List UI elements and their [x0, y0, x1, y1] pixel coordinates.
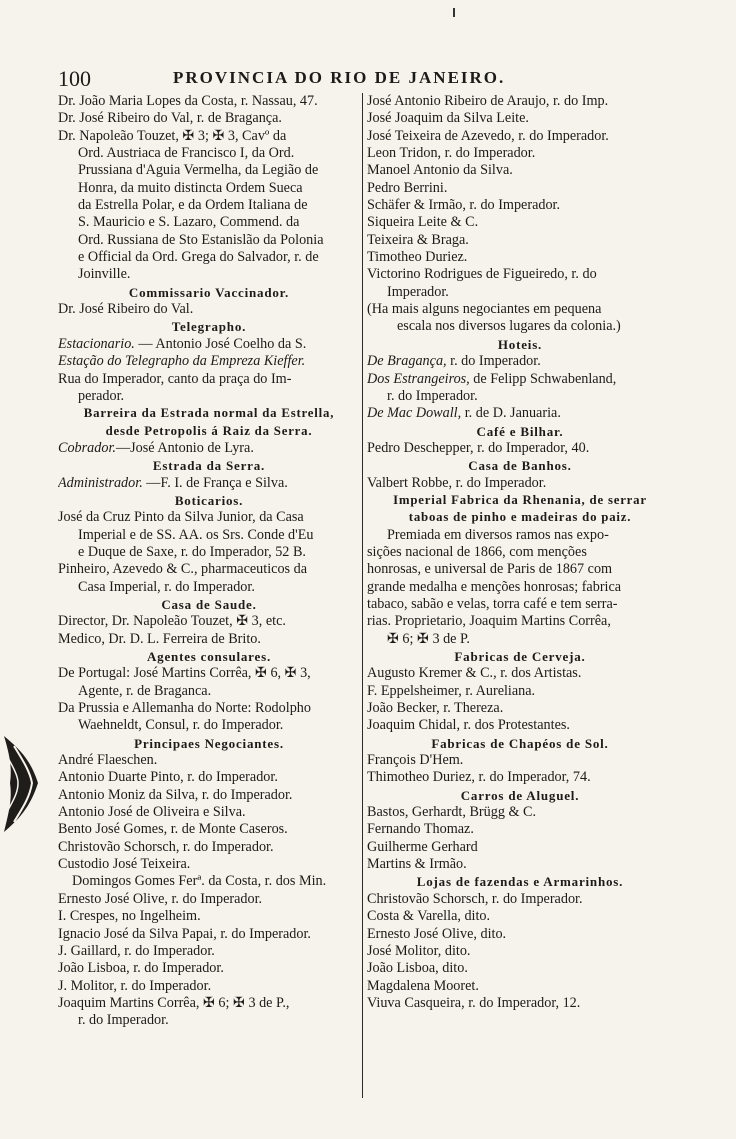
right-entry-line: João Becker, r. Thereza. [367, 700, 504, 717]
right-entry-line: honrosas, e universal de Paris de 1867 com [367, 561, 613, 578]
right-entry-line: José Antonio Ribeiro de Araujo, r. do Imp. [367, 93, 609, 109]
left-entry-line: r. do Imperador. [78, 1012, 169, 1029]
running-header [58, 66, 678, 92]
right-section-heading: Carros de Aluguel. [460, 787, 580, 803]
margin-ink-mark [0, 728, 44, 838]
left-entry-line [58, 336, 360, 353]
right-section-heading: Café e Bilhar. [476, 423, 564, 439]
left-entry-line: J. Molitor, r. do Imperador. [58, 977, 212, 994]
left-entry-line: Joinville. [78, 266, 131, 283]
right-entry-line: Pedro Berrini. [367, 179, 448, 196]
left-section-heading: Boticarios. [174, 492, 244, 508]
left-entry-line [58, 440, 360, 457]
right-section-heading: Lojas de fazendas e Armarinhos. [416, 874, 624, 890]
right-entry-line: Joaquim Chidal, r. dos Protestantes. [367, 717, 570, 734]
left-entry-line: Ord. Russiana de Sto Estanislão da Polonia [78, 231, 324, 248]
left-entry-line: Medico, Dr. D. L. Ferreira de Brito. [58, 630, 261, 647]
right-section-heading: Fabricas de Chapéos de Sol. [431, 735, 609, 751]
right-entry-line: Augusto Kremer & C., r. dos Artistas. [367, 665, 582, 682]
left-entry-line: José da Cruz Pinto da Silva Junior, da Casa [58, 509, 304, 526]
right-entry-line: Leon Tridon, r. do Imperador. [367, 145, 536, 162]
left-entry-line: Ignacio José da Silva Papai, r. do Imperador. [58, 925, 311, 942]
left-entry-line: Domingos Gomes Ferª. da Costa, r. dos Min. [72, 873, 327, 890]
left-section-heading: Estrada da Serra. [152, 458, 266, 474]
right-column [367, 93, 673, 1012]
right-entry-line [367, 405, 673, 422]
left-entry-line: Dr. José Ribeiro do Val, r. de Bragança. [58, 110, 282, 127]
right-entry-line: tabaco, sabão e velas, torra café e tem serra- [367, 595, 618, 612]
right-entry-line: r. do Imperador. [387, 387, 478, 404]
left-section-heading: Telegrapho. [171, 319, 247, 335]
left-entry-line: J. Gaillard, r. do Imperador. [58, 942, 215, 959]
left-entry-line: Dr. José Ribeiro do Val. [58, 301, 194, 318]
right-entry-line: Bastos, Gerhardt, Brügg & C. [367, 804, 537, 821]
left-entry-line [58, 353, 360, 370]
right-entry-line: Magdalena Mooret. [367, 977, 479, 994]
left-entry-line: Dr. João Maria Lopes da Costa, r. Nassau, 47. [58, 93, 318, 109]
right-entry-line: Timotheo Duriez. [367, 249, 468, 266]
left-entry-line: Pinheiro, Azevedo & C., pharmaceuticos da [58, 561, 308, 578]
entry-text: —José Antonio de Lyra. [115, 439, 254, 456]
left-entry-line: I. Crespes, no Ingelheim. [58, 908, 201, 925]
left-entry-line: Prussiana d'Aguia Vermelha, da Legião de [78, 162, 319, 179]
right-entry-line: José Molitor, dito. [367, 942, 471, 959]
right-entry-line: rias. Proprietario, Joaquim Martins Corrêa, [367, 613, 611, 630]
left-entry-line: Imperial e de SS. AA. os Srs. Conde d'Eu [78, 526, 314, 543]
left-entry-line: João Lisboa, r. do Imperador. [58, 960, 224, 977]
right-entry-line: João Lisboa, dito. [367, 960, 468, 977]
right-entry-line: escala nos diversos lugares da colonia.) [397, 318, 621, 335]
entry-text: r. do Imperador. [446, 353, 541, 370]
right-entry-line: Pedro Deschepper, r. do Imperador, 40. [367, 439, 590, 456]
left-column [58, 93, 360, 1030]
left-entry-line [58, 475, 360, 492]
left-entry-line: Antonio Moniz da Silva, r. do Imperador. [58, 786, 293, 803]
right-entry-line: José Teixeira de Azevedo, r. do Imperador. [367, 127, 609, 144]
left-section-heading: Principaes Negociantes. [134, 735, 284, 751]
right-entry-line [367, 371, 673, 388]
right-section-heading: Imperial Fabrica da Rhenania, de serrar [393, 492, 647, 507]
right-entry-line: Siqueira Leite & C. [367, 214, 479, 231]
left-entry-line: Casa Imperial, r. do Imperador. [78, 578, 255, 595]
left-section-heading: desde Petropolis á Raiz da Serra. [105, 423, 313, 438]
entry-role-label: Estação do Telegrapho da Empreza Kieffer. [58, 353, 306, 370]
right-entry-line: Ernesto José Olive, dito. [367, 925, 507, 942]
right-section-heading: Hoteis. [497, 336, 543, 352]
right-section-heading: Casa de Banhos. [468, 458, 572, 474]
right-entry-line: Teixeira & Braga. [367, 231, 469, 248]
left-section-heading: Barreira da Estrada normal da Estrella, [83, 406, 335, 421]
left-section-heading: Commissario Vaccinador. [128, 284, 290, 300]
right-entry-line: grande medalha e menções honrosas; fabrica [367, 578, 622, 595]
entry-role-label: Dos Estrangeiros, [367, 370, 470, 387]
page-number: 100 [58, 66, 91, 91]
right-entry-line: Valbert Robbe, r. do Imperador. [367, 474, 547, 491]
right-entry-line: Martins & Irmão. [367, 856, 467, 873]
entry-text: — Antonio José Coelho da S. [134, 335, 307, 352]
left-entry-line: Agente, r. de Braganca. [78, 682, 212, 699]
left-entry-line: Rua do Imperador, canto da praça do Im- [58, 370, 292, 387]
right-entry-line: Schäfer & Irmão, r. do Imperador. [367, 197, 561, 214]
entry-role-label: Estacionario. [58, 335, 135, 352]
entry-text: —F. I. de França e Silva. [142, 474, 288, 491]
right-entry-line: sições nacional de 1866, com menções [367, 543, 587, 560]
left-entry-line: e Official da Ord. Grega do Salvador, r. de [78, 249, 319, 266]
entry-text: r. de D. Januaria. [461, 405, 561, 422]
left-entry-line: Antonio José de Oliveira e Silva. [58, 804, 246, 821]
left-entry-line: perador. [78, 387, 125, 404]
entry-role-label: Cobrador. [58, 439, 116, 456]
left-entry-line: e Duque de Saxe, r. do Imperador, 52 B. [78, 543, 306, 560]
left-entry-line: Dr. Napoleão Touzet, ✠ 3; ✠ 3, Cavº da [58, 127, 287, 144]
left-entry-line: Ernesto José Olive, r. do Imperador. [58, 890, 263, 907]
left-entry-line: André Flaeschen. [58, 752, 158, 769]
entry-text: de Felipp Schwabenland, [469, 370, 617, 387]
left-entry-line: S. Mauricio e S. Lazaro, Commend. da [78, 214, 300, 231]
left-entry-line: Bento José Gomes, r. de Monte Caseros. [58, 821, 288, 838]
right-entry-line: Fernando Thomaz. [367, 821, 474, 838]
right-entry-line: (Ha mais alguns negociantes em pequena [367, 301, 602, 318]
left-entry-line: Custodio José Teixeira. [58, 856, 191, 873]
left-entry-line: Joaquim Martins Corrêa, ✠ 6; ✠ 3 de P., [58, 994, 290, 1011]
entry-role-label: De Bragança, [367, 353, 447, 370]
right-entry-line: ✠ 6; ✠ 3 de P. [387, 630, 470, 647]
right-entry-line: F. Eppelsheimer, r. Aureliana. [367, 682, 536, 699]
right-entry-line: Christovão Schorsch, r. do Imperador. [367, 890, 583, 907]
left-entry-line: Da Prussia e Allemanha do Norte: Rodolpho [58, 700, 311, 717]
column-divider [362, 93, 363, 1098]
left-section-heading: Casa de Saude. [161, 596, 257, 612]
right-entry-line: José Joaquim da Silva Leite. [367, 110, 529, 127]
left-entry-line: Honra, da muito distincta Ordem Sueca [78, 179, 303, 196]
right-entry-line: Viuva Casqueira, r. do Imperador, 12. [367, 994, 581, 1011]
right-entry-line: Costa & Varella, dito. [367, 908, 491, 925]
right-entry-line [367, 353, 673, 370]
right-entry-line: Manoel Antonio da Silva. [367, 162, 513, 179]
left-entry-line: Waehneldt, Consul, r. do Imperador. [78, 717, 284, 734]
left-entry-line: De Portugal: José Martins Corrêa, ✠ 6, ✠ 3, [58, 665, 311, 682]
right-entry-line: Premiada em diversos ramos nas expo- [387, 526, 609, 543]
right-entry-line: Victorino Rodrigues de Figueiredo, r. do [367, 266, 597, 283]
right-entry-line: Imperador. [387, 283, 449, 300]
left-entry-line: Antonio Duarte Pinto, r. do Imperador. [58, 769, 278, 786]
running-title: PROVINCIA DO RIO DE JANEIRO. [173, 68, 506, 87]
right-section-heading: Fabricas de Cerveja. [454, 649, 586, 664]
right-section-heading: taboas de pinho e madeiras do paiz. [408, 510, 632, 525]
left-section-heading: Agentes consulares. [146, 649, 271, 664]
print-mark [453, 8, 455, 17]
right-entry-line: François D'Hem. [367, 752, 464, 769]
entry-role-label: De Mac Dowall, [367, 405, 462, 422]
left-entry-line: Ord. Austriaca de Francisco I, da Ord. [78, 145, 295, 162]
right-entry-line: Guilherme Gerhard [367, 838, 478, 855]
right-entry-line: Thimotheo Duriez, r. do Imperador, 74. [367, 769, 591, 786]
left-entry-line: Christovão Schorsch, r. do Imperador. [58, 838, 274, 855]
left-entry-line: da Estrella Polar, e da Ordem Italiana de [78, 197, 308, 214]
entry-role-label: Administrador. [58, 474, 143, 491]
left-entry-line: Director, Dr. Napoleão Touzet, ✠ 3, etc. [58, 613, 286, 630]
